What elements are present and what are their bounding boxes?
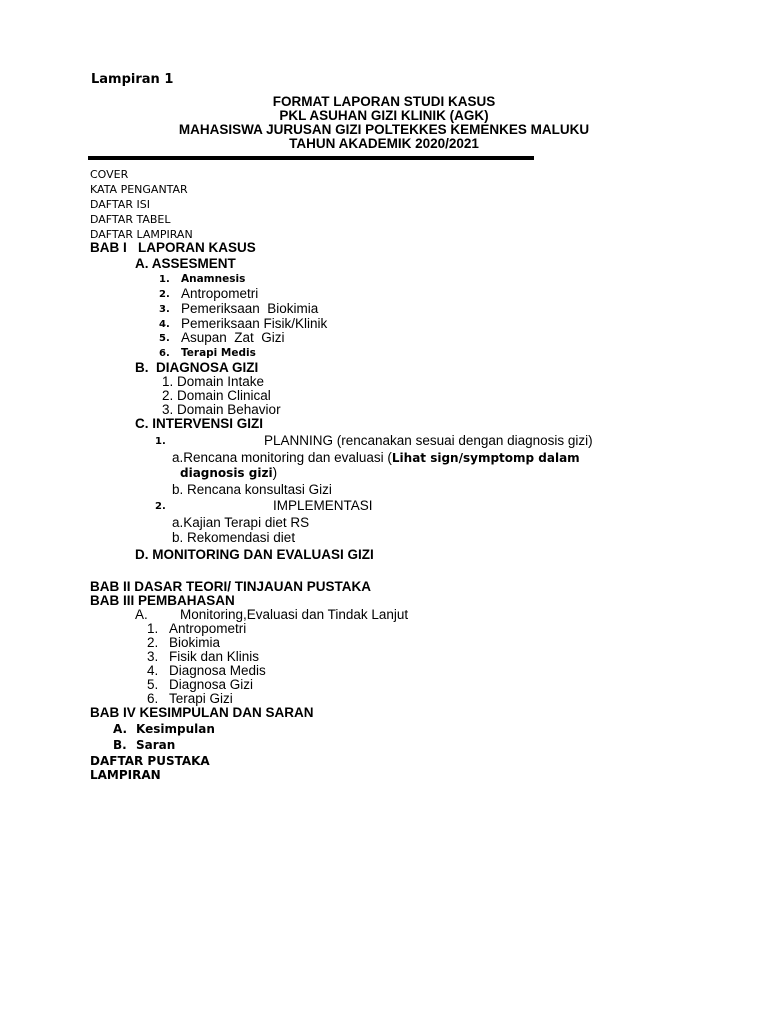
list-number: 2. [155, 501, 166, 512]
list-item: Terapi Gizi [169, 691, 233, 706]
list-number: 6. [159, 348, 170, 359]
list-number: 2. [159, 289, 170, 300]
list-item: Pemeriksaan Biokimia [181, 301, 319, 316]
daftar-pustaka-heading: DAFTAR PUSTAKA [90, 754, 210, 768]
planning-item-a-emphasis: Lihat sign/symptomp dalam [391, 451, 580, 465]
section-d-title: D. MONITORING DAN EVALUASI GIZI [135, 547, 374, 562]
list-item: 3. Domain Behavior [162, 402, 281, 417]
list-item: 2. Domain Clinical [162, 388, 271, 403]
list-number: 4. [147, 663, 159, 678]
planning-item-b: b. Rencana konsultasi Gizi [172, 482, 332, 497]
list-item: COVER [90, 168, 129, 181]
list-item: Kesimpulan [136, 722, 215, 736]
list-item: KATA PENGANTAR [90, 183, 188, 196]
list-item: 1. Domain Intake [162, 374, 265, 389]
planning-item-a-cont: diagnosis gizi) [180, 465, 278, 480]
list-number: B. [113, 738, 127, 752]
list-item: Biokimia [169, 635, 221, 650]
pembahasan-label: Monitoring,Evaluasi dan Tindak Lanjut [180, 607, 409, 622]
list-item: Saran [136, 738, 176, 752]
header-title-line-4: TAHUN AKADEMIK 2020/2021 [289, 136, 479, 151]
pembahasan-letter: A. [135, 607, 148, 622]
list-number: 1. [159, 274, 170, 285]
list-item: DAFTAR TABEL [90, 213, 171, 226]
list-number: 3. [159, 304, 170, 315]
header-title-line-1: FORMAT LAPORAN STUDI KASUS [272, 94, 496, 109]
list-item: Antropometri [169, 621, 247, 636]
section-b-title: B. DIAGNOSA GIZI [135, 360, 259, 375]
planning-label: PLANNING (rencanakan sesuai dengan diagnosis gizi) [264, 433, 593, 448]
list-number: 3. [147, 649, 159, 664]
list-number: 1. [147, 621, 159, 636]
list-number: 1. [155, 436, 166, 447]
list-number: 5. [147, 677, 159, 692]
bab-3-title: BAB III PEMBAHASAN [90, 593, 235, 608]
list-item: Pemeriksaan Fisik/Klinik [181, 316, 328, 331]
implementasi-item-a: a.Kajian Terapi diet RS [172, 515, 310, 530]
header-title-line-2: PKL ASUHAN GIZI KLINIK (AGK) [279, 108, 489, 123]
implementasi-label: IMPLEMENTASI [273, 498, 373, 513]
list-number: 6. [147, 691, 159, 706]
planning-item-a: a.Rencana monitoring dan evaluasi (Lihat sign/symptomp dalam [172, 450, 580, 465]
bab-4-title: BAB IV KESIMPULAN DAN SARAN [90, 705, 314, 720]
list-number: 4. [159, 319, 170, 330]
section-a-title: A. ASSESMENT [135, 256, 236, 271]
list-item: Terapi Medis [181, 347, 256, 359]
list-item: Anamnesis [181, 273, 246, 285]
implementasi-item-b: b. Rekomendasi diet [172, 530, 296, 545]
section-c-title: C. INTERVENSI GIZI [135, 416, 264, 431]
lampiran-label: Lampiran 1 [91, 72, 174, 87]
list-number: 5. [159, 333, 170, 344]
lampiran-heading: LAMPIRAN [90, 768, 161, 782]
bab-1-title: BAB I LAPORAN KASUS [90, 240, 256, 255]
list-item: Diagnosa Gizi [169, 677, 254, 692]
header-title-line-3: MAHASISWA JURUSAN GIZI POLTEKKES KEMENKES MALUKU [178, 122, 590, 137]
list-item: Diagnosa Medis [169, 663, 266, 678]
list-item: Fisik dan Klinis [169, 649, 260, 664]
list-number: A. [113, 722, 128, 736]
bab-2-title: BAB II DASAR TEORI/ TINJAUAN PUSTAKA [90, 579, 372, 594]
list-item: Asupan Zat Gizi [181, 330, 285, 345]
header-divider [88, 156, 534, 160]
list-number: 2. [147, 635, 159, 650]
list-item: DAFTAR LAMPIRAN [90, 228, 193, 241]
list-item: Antropometri [181, 286, 259, 301]
list-item: DAFTAR ISI [90, 198, 150, 211]
